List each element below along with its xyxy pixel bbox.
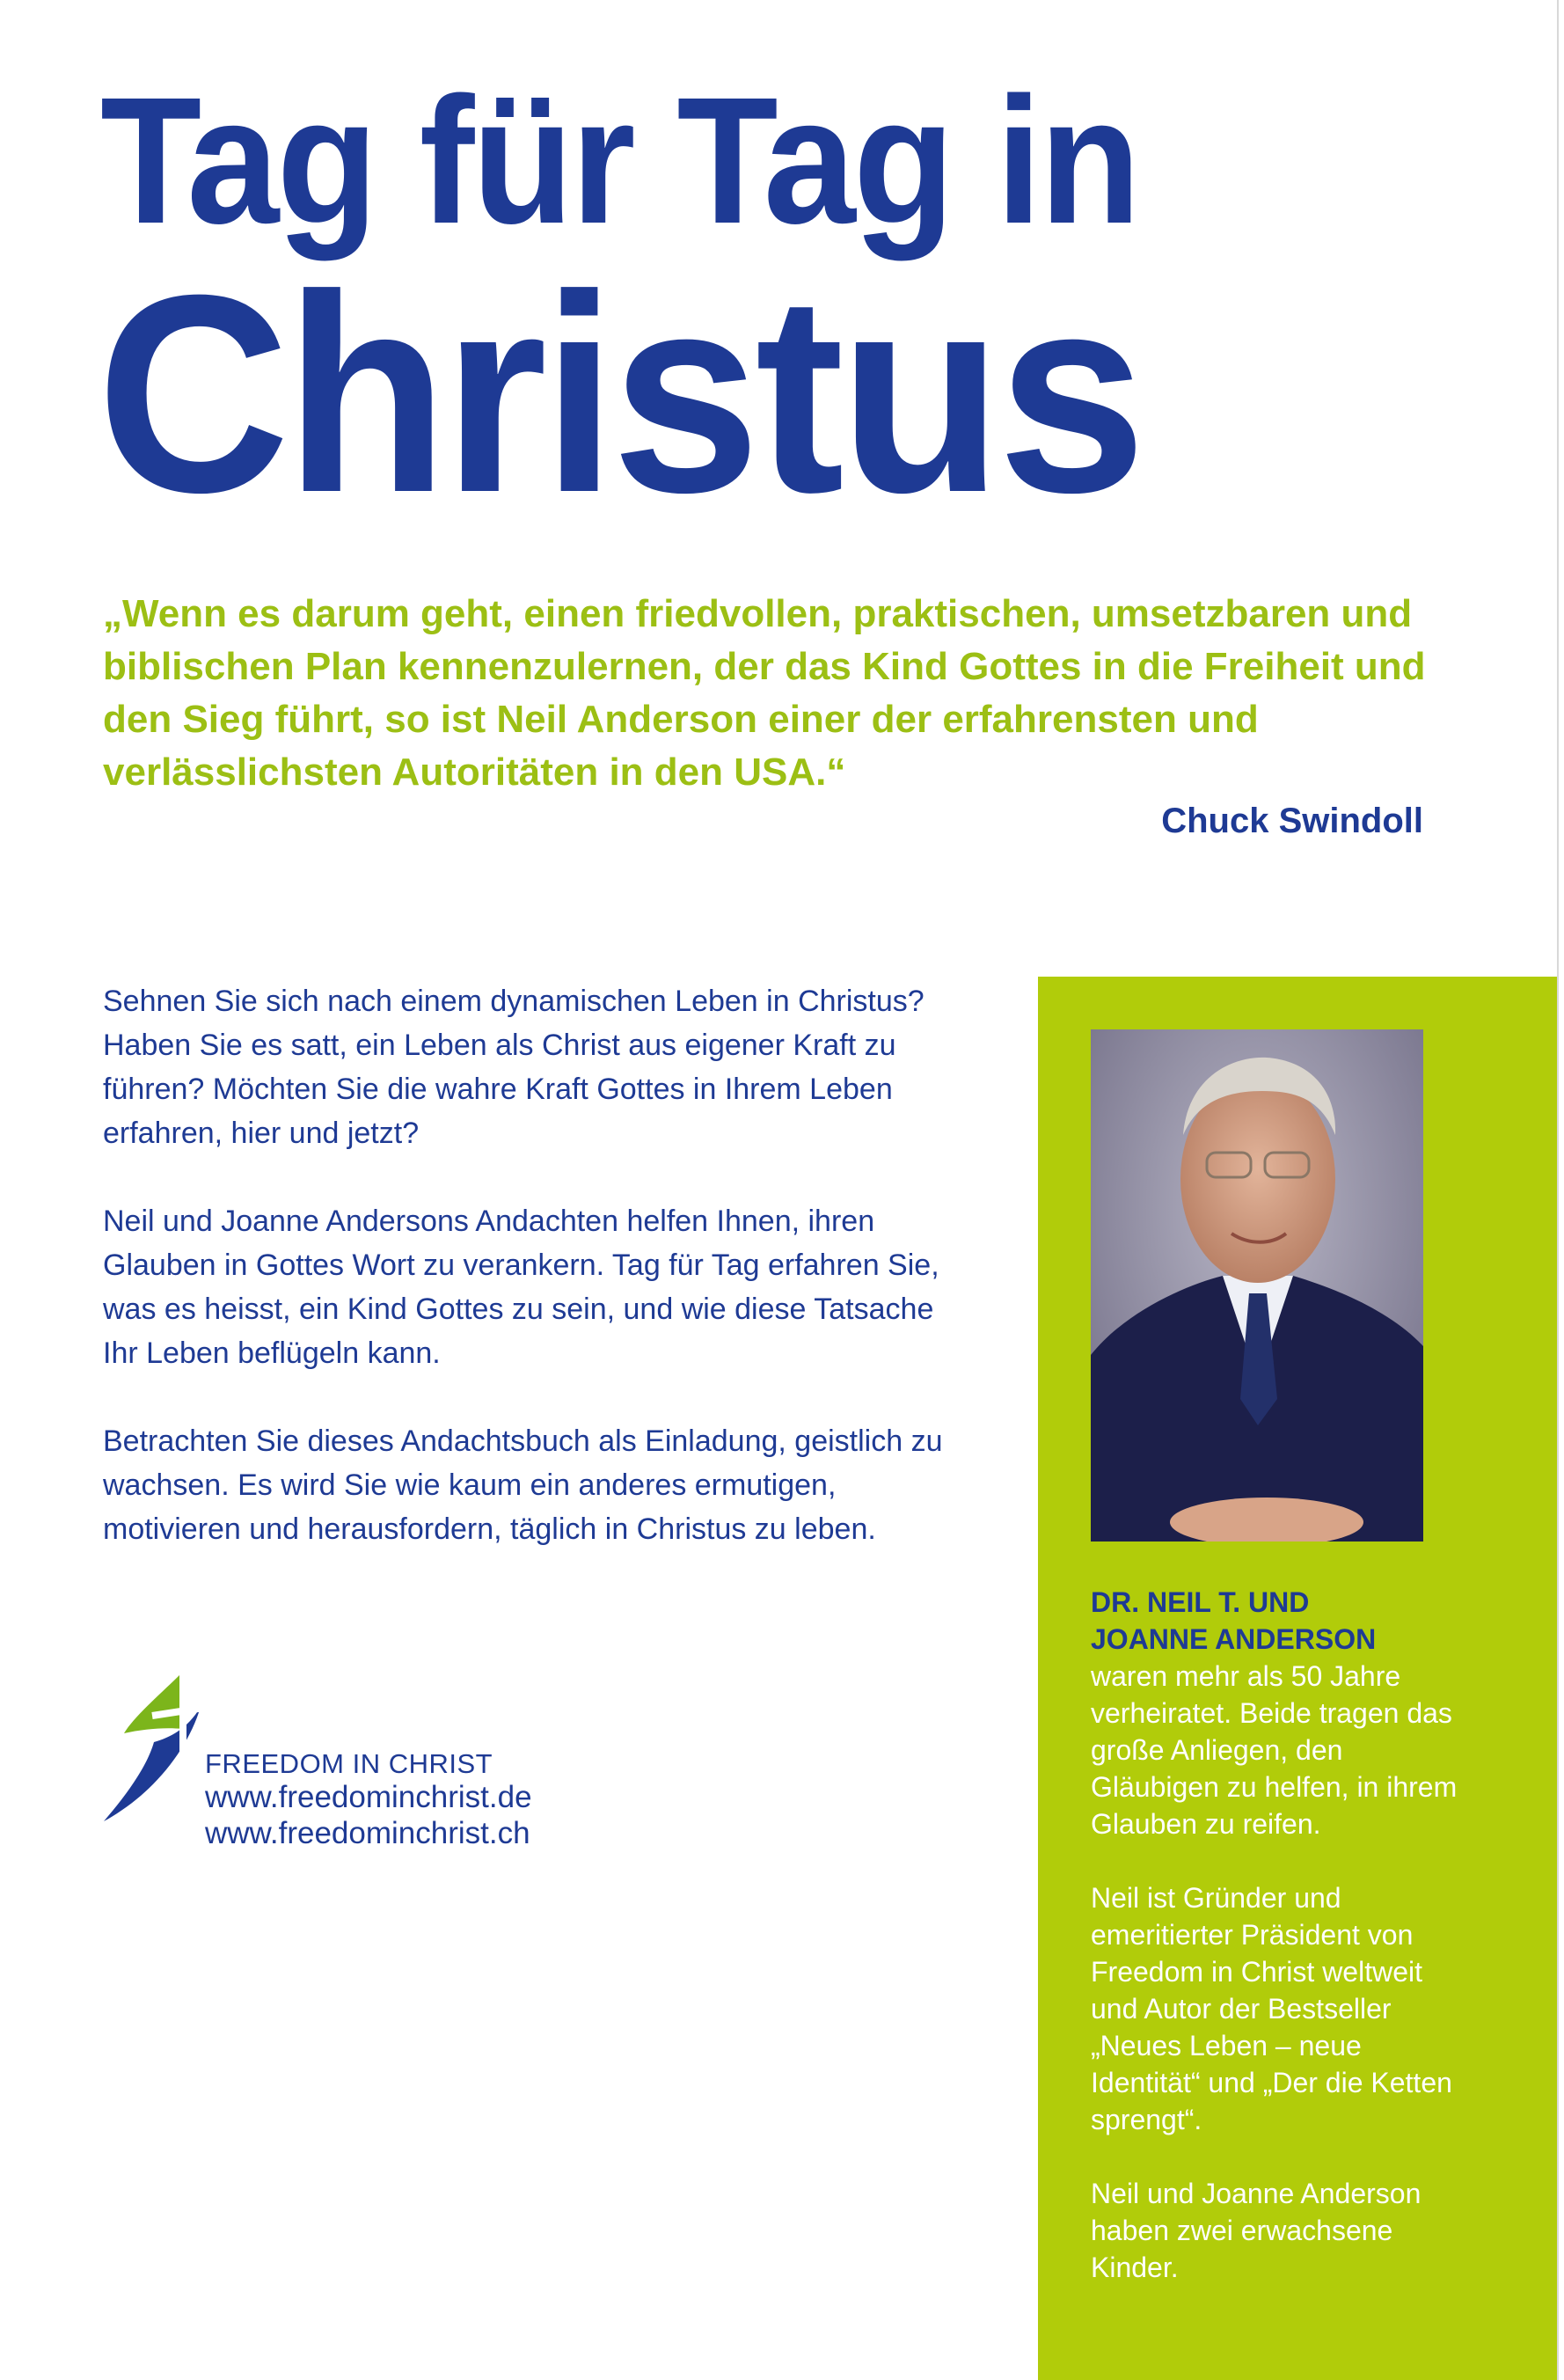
freedom-in-christ-logo — [99, 1667, 214, 1821]
author-photo — [1091, 1029, 1423, 1542]
book-title-line-2: Christus — [97, 236, 1142, 551]
intro-paragraph: Neil und Joanne Andersons Andachten helfen Ihnen, ihren Glauben in Gottes Wort zu verankern. Tag für Tag erfahren Sie, was es heisst, ein Kind Gottes zu sein, und wie diese Tatsache Ihr Leben beflügeln kann. — [103, 1205, 939, 1370]
endorsement-author: Chuck Swindoll — [1161, 802, 1423, 840]
author-name-line-1: DR. NEIL T. UND — [1091, 1586, 1310, 1618]
author-bio — [1091, 1584, 1460, 2323]
bio-text-1: waren mehr als 50 Jahre verheiratet. Beide tragen das große Anliegen, den Gläubigen zu helfen, in ihrem Glauben zu reifen. — [1091, 1660, 1458, 1840]
author-name-line-2: JOANNE ANDERSON — [1091, 1623, 1377, 1655]
logo-cross — [152, 1672, 209, 1808]
intro-paragraph: Sehnen Sie sich nach einem dynamischen Leben in Christus? Haben Sie es satt, ein Leben als Christ aus eigener Kraft zu führen? Möchten Sie die wahre Kraft Gottes in Ihrem Leben erfahren, hier und jetzt? — [103, 985, 925, 1150]
publisher-url-de[interactable]: www.freedominchrist.de — [205, 1780, 532, 1814]
page-edge — [1557, 0, 1564, 2380]
publisher-url-ch[interactable]: www.freedominchrist.ch — [205, 1816, 530, 1850]
book-title-line-1: Tag für Tag in — [100, 60, 1139, 261]
intro-text — [103, 979, 974, 1595]
intro-paragraph: Betrachten Sie dieses Andachtsbuch als Einladung, geistlich zu wachsen. Es wird Sie wie kaum ein anderes ermutigen, motivieren und herausfordern, täglich in Christus zu leben. — [103, 1424, 943, 1546]
endorsement-quote: „Wenn es darum geht, einen friedvollen, praktischen, umsetzbaren und biblischen Plan kennenzulernen, der das Kind Gottes in die Freiheit und den Sieg führt, so ist Neil Anderson einer der erfahrensten und verlässlichsten Autoritäten in den USA.“ — [103, 592, 1426, 794]
bio-paragraph-2: Neil ist Gründer und emeritierter Präsident von Freedom in Christ weltweit und Autor der Bestseller „Neues Leben – neue Identität“ und „Der die Ketten sprengt“. — [1091, 1882, 1452, 2135]
logo-green-wing — [124, 1672, 183, 1733]
publisher-name: FREEDOM IN CHRIST — [205, 1748, 493, 1779]
bio-paragraph-3: Neil und Joanne Anderson haben zwei erwachsene Kinder. — [1091, 2178, 1421, 2283]
bio-paragraph-1 — [1091, 1584, 1460, 1842]
